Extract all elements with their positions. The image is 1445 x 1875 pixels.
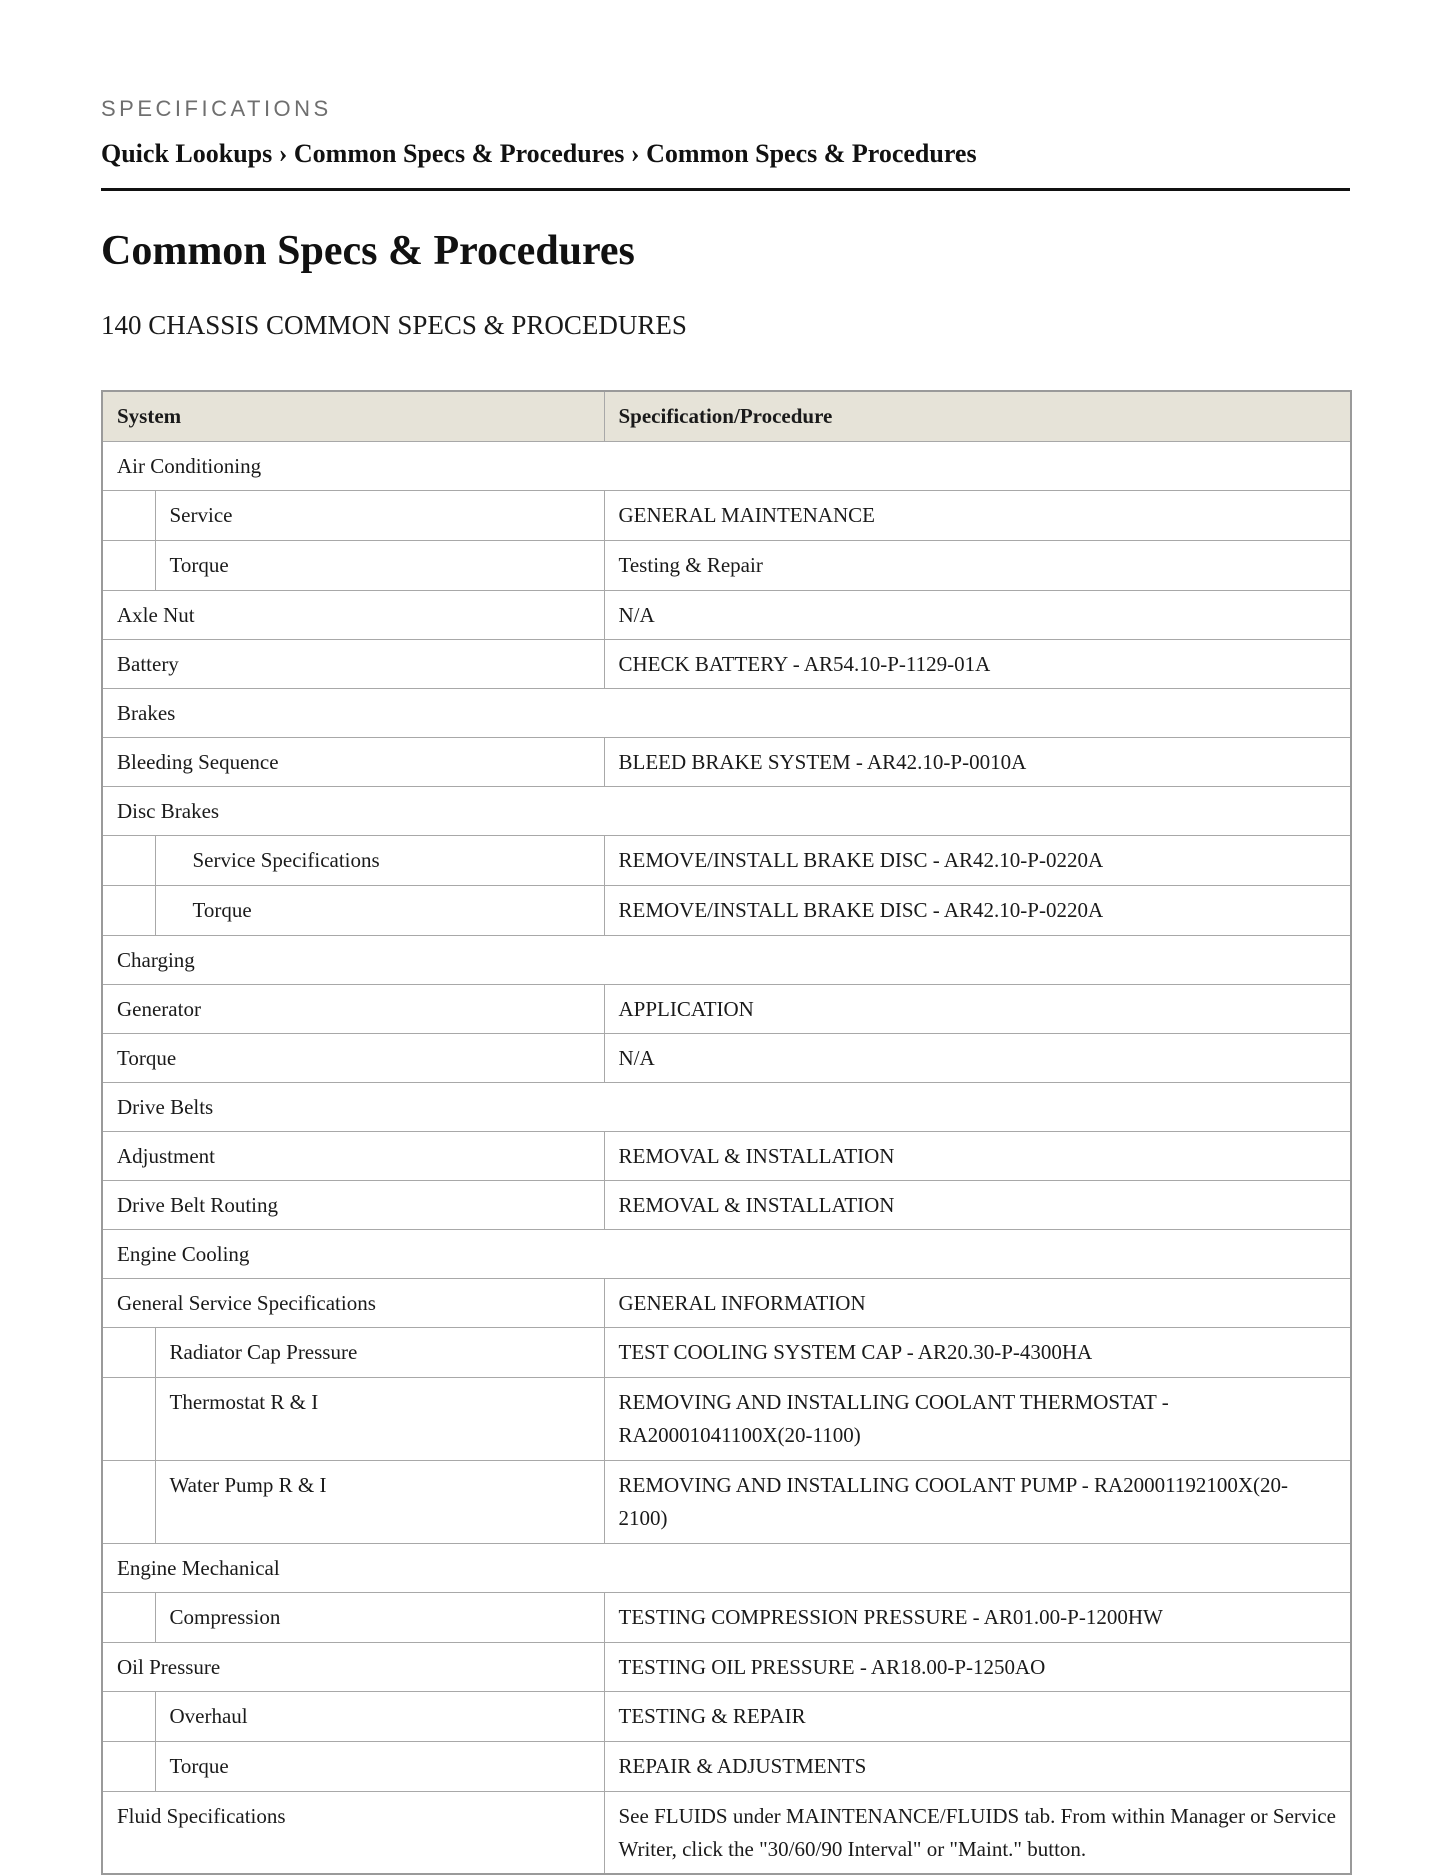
table-row [102,1377,1351,1460]
table-row [102,935,1351,984]
column-header-spec: Specification/Procedure [604,391,1351,441]
system-cell: Water Pump R & I [169,1472,327,1497]
spec-cell: N/A [604,1033,1351,1082]
group-label: Engine Cooling [102,1229,1351,1278]
table-row [102,639,1351,688]
spec-cell[interactable]: CHECK BATTERY - AR54.10-P-1129-01A [604,639,1351,688]
group-label: Charging [102,935,1351,984]
system-cell: Oil Pressure [102,1642,604,1691]
system-cell: Overhaul [169,1703,248,1728]
table-row [102,688,1351,737]
spec-cell[interactable]: GENERAL MAINTENANCE [604,490,1351,540]
table-row [102,1592,1351,1642]
specs-table [101,390,1352,1875]
system-cell: Radiator Cap Pressure [169,1339,358,1364]
system-cell: Torque [169,1753,229,1778]
spec-cell[interactable]: TESTING COMPRESSION PRESSURE - AR01.00-P-1200HW [604,1592,1351,1642]
system-cell: Service [169,502,233,527]
table-row [102,835,1351,885]
system-cell: Axle Nut [102,590,604,639]
table-header-row [102,391,1351,441]
table-row [102,490,1351,540]
table-row [102,1691,1351,1741]
table-row [102,1642,1351,1691]
table-row [102,540,1351,590]
page-subtitle: 140 CHASSIS COMMON SPECS & PROCEDURES [101,310,687,340]
system-cell: Fluid Specifications [102,1791,604,1874]
system-cell: Torque [169,552,229,577]
table-row [102,984,1351,1033]
system-cell: Compression [169,1604,281,1629]
system-cell: Generator [102,984,604,1033]
system-cell: General Service Specifications [102,1278,604,1327]
system-cell: Bleeding Sequence [102,737,604,786]
table-row [102,1543,1351,1592]
spec-cell[interactable]: REMOVING AND INSTALLING COOLANT PUMP - RA20001192100X(20-2100) [604,1460,1351,1543]
table-row [102,1327,1351,1377]
system-cell: Torque [192,897,252,922]
spec-cell[interactable]: REMOVE/INSTALL BRAKE DISC - AR42.10-P-0220A [604,835,1351,885]
table-row [102,441,1351,490]
spec-cell[interactable]: Testing & Repair [604,540,1351,590]
header-divider [101,188,1350,191]
section-kicker: SPECIFICATIONS [101,96,332,121]
spec-cell[interactable]: TEST COOLING SYSTEM CAP - AR20.30-P-4300HA [604,1327,1351,1377]
spec-cell: N/A [604,590,1351,639]
breadcrumb[interactable]: Quick Lookups › Common Specs & Procedures › Common Specs & Procedures [101,139,977,168]
spec-cell[interactable]: REMOVAL & INSTALLATION [604,1180,1351,1229]
table-row [102,1741,1351,1791]
group-label: Engine Mechanical [102,1543,1351,1592]
system-cell: Drive Belt Routing [102,1180,604,1229]
spec-cell: See FLUIDS under MAINTENANCE/FLUIDS tab. From within Manager or Service Writer, click the "30/60/90 Interval" or "Maint." button. [604,1791,1351,1874]
group-label: Drive Belts [102,1082,1351,1131]
table-row [102,1180,1351,1229]
page-title: Common Specs & Procedures [101,228,635,274]
system-cell: Torque [102,1033,604,1082]
system-cell: Service Specifications [192,847,380,872]
column-header-system: System [102,391,604,441]
table-row [102,1278,1351,1327]
spec-cell[interactable]: TESTING & REPAIR [604,1691,1351,1741]
spec-cell[interactable]: TESTING OIL PRESSURE - AR18.00-P-1250AO [604,1642,1351,1691]
table-row [102,786,1351,835]
spec-cell[interactable]: APPLICATION [604,984,1351,1033]
table-row [102,1131,1351,1180]
subgroup-label: Disc Brakes [102,786,1351,835]
table-row [102,737,1351,786]
table-row [102,1229,1351,1278]
table-row [102,1033,1351,1082]
system-cell: Adjustment [102,1131,604,1180]
table-row [102,590,1351,639]
table-row [102,885,1351,935]
spec-cell[interactable]: GENERAL INFORMATION [604,1278,1351,1327]
system-cell: Thermostat R & I [169,1389,319,1414]
group-label: Brakes [102,688,1351,737]
spec-cell[interactable]: BLEED BRAKE SYSTEM - AR42.10-P-0010A [604,737,1351,786]
spec-cell[interactable]: REMOVING AND INSTALLING COOLANT THERMOSTAT - RA20001041100X(20-1100) [604,1377,1351,1460]
spec-cell[interactable]: REPAIR & ADJUSTMENTS [604,1741,1351,1791]
spec-cell[interactable]: REMOVAL & INSTALLATION [604,1131,1351,1180]
table-row [102,1460,1351,1543]
spec-cell[interactable]: REMOVE/INSTALL BRAKE DISC - AR42.10-P-0220A [604,885,1351,935]
table-row [102,1791,1351,1874]
group-label: Air Conditioning [102,441,1351,490]
table-row [102,1082,1351,1131]
system-cell: Battery [102,639,604,688]
